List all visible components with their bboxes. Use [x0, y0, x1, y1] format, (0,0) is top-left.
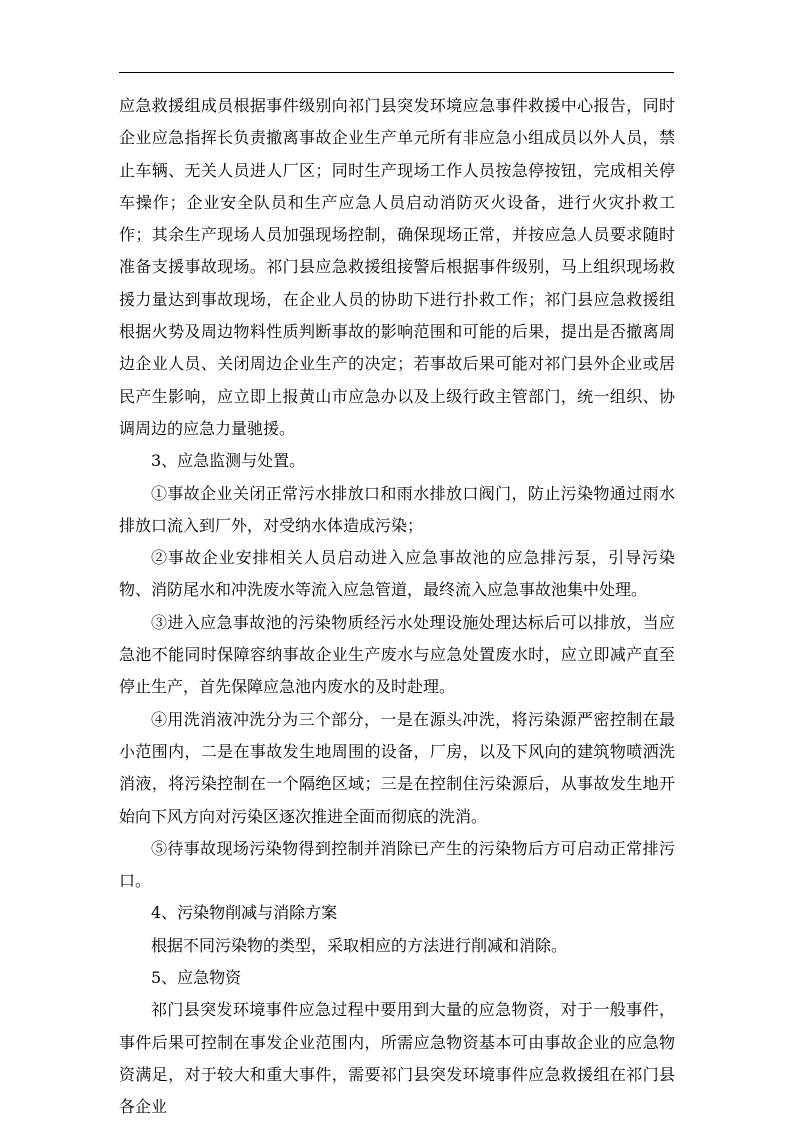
heading-emergency-supplies: 5、应急物资 — [151, 968, 242, 988]
heading-monitoring-disposal: 3、应急监测与处置。 — [151, 451, 306, 471]
list-item-decontamination: ④用洗消液冲洗分为三个部分，一是在源头冲洗，将污染源严密控制在最小范围内，二是在事故发生地周围的设备，厂房，以及下风向的建筑物喷洒洗消液，将污染控制在一个隔绝区域；三是在控制住污染源后，从事故发生地开始向下风方向对污染区逐次推进全面而彻底的洗消。 — [119, 709, 675, 826]
paragraph-response-procedure: 应急救援组成员根据事件级别向祁门县突发环境应急事件救援中心报告，同时企业应急指挥长负责撤离事故企业生产单元所有非应急小组成员以外人员，禁止车辆、无关人员进人厂区；同时生产现场工作人员按急停按钮，完成相关停车操作；企业安全队员和生产应急人员启动消防灭火设备，进行火灾扑救工作；其余生产现场人员加强现场控制，确保现场正常，并按应急人员要求随时准备支援事故现场。祁门县应急救援组接警后根据事件级别，马上组织现场救援力量达到事故现场，在企业人员的协助下进行扑救工作；祁门县应急救援组根据火势及周边物料性质判断事故的影响范围和可能的后果，提出是否撤离周边企业人员、关闭周边企业生产的决定；若事故后果可能对祁门县外企业或居民产生影响，应立即上报黄山市应急办以及上级行政主管部门，统一组织、协调周边的应急力量驰援。 — [119, 96, 675, 438]
paragraph-reduction-methods: 根据不同污染物的类型，采取相应的方法进行削减和消除。 — [151, 935, 568, 955]
document-body — [119, 90, 675, 1124]
header-rule — [119, 72, 674, 73]
list-item-emergency-pool: ③进入应急事故池的污染物质经污水处理设施处理达标后可以排放，当应急池不能同时保障容纳事故企业生产废水与应急处置废水时，应立即减产直至停止生产，首先保障应急池内废水的及时赴理。 — [119, 612, 675, 697]
list-item-restart-outlet: ⑤待事故现场污染物得到控制并消除已产生的污染物后方可启动正常排污口。 — [119, 838, 675, 891]
list-item-close-outlets: ①事故企业关闭正常污水排放口和雨水排放口阀门，防止污染物通过雨水排放口流入到厂外，对受纳水体造成污染； — [119, 483, 675, 535]
list-item-emergency-pump: ②事故企业安排相关人员启动进入应急事故池的应急排污泵，引导污染物、消防尾水和冲洗废水等流入应急管道，最终流入应急事故池集中处理。 — [119, 548, 675, 600]
heading-pollutant-reduction: 4、污染物削减与消除方案 — [151, 903, 338, 923]
paragraph-emergency-supplies: 祁门县突发环境事件应急过程中要用到大量的应急物资，对于一般事件，事件后果可控制在事发企业范围内，所需应急物资基本可由事故企业的应急物资满足，对于较大和重大事件，需要祁门县突发环境事件应急救援组在祁门县各企业 — [119, 1000, 675, 1117]
